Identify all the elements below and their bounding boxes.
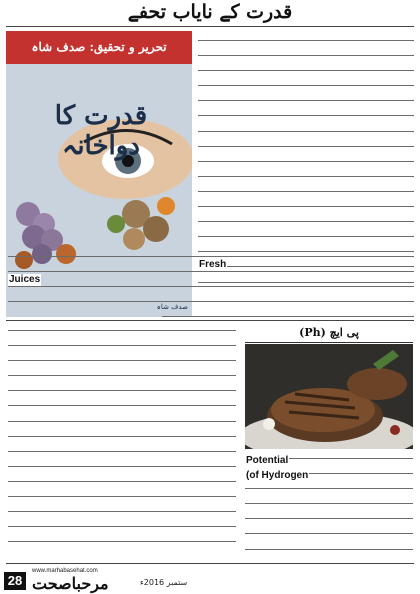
word-potential: Potential [246, 455, 289, 466]
steak-photo [245, 344, 413, 449]
header-rule [6, 26, 414, 27]
steak-illustration [245, 344, 413, 449]
footer-rule [6, 563, 414, 564]
section-heading-rule [245, 342, 413, 343]
word-hydrogen: (of Hydrogen [246, 470, 309, 481]
footer-url: www.marhabasehat.com [32, 568, 98, 574]
word-juices: Juices [9, 274, 41, 285]
cover-title-text: قدرت کا دواخانہ [54, 101, 148, 161]
page-footer [0, 566, 420, 594]
magazine-name: مرحباصحت [32, 574, 109, 593]
word-fresh: Fresh [199, 259, 227, 270]
article-title: قدرت کے نایاب تحفے [127, 1, 293, 23]
issue-date: ستمبر 2016ء [140, 578, 188, 587]
section-heading-ph: پی ایچ (Ph) [299, 326, 359, 339]
cover-author-label: تحریر و تحقیق: صدف شاہ [31, 40, 167, 54]
cover-footer-left: صدف شاہ [156, 303, 188, 311]
cover-author-band [6, 31, 192, 64]
article-text-left-column [8, 330, 236, 556]
page-number: 28 [4, 572, 26, 590]
section-divider [6, 320, 414, 321]
article-header [0, 0, 420, 24]
